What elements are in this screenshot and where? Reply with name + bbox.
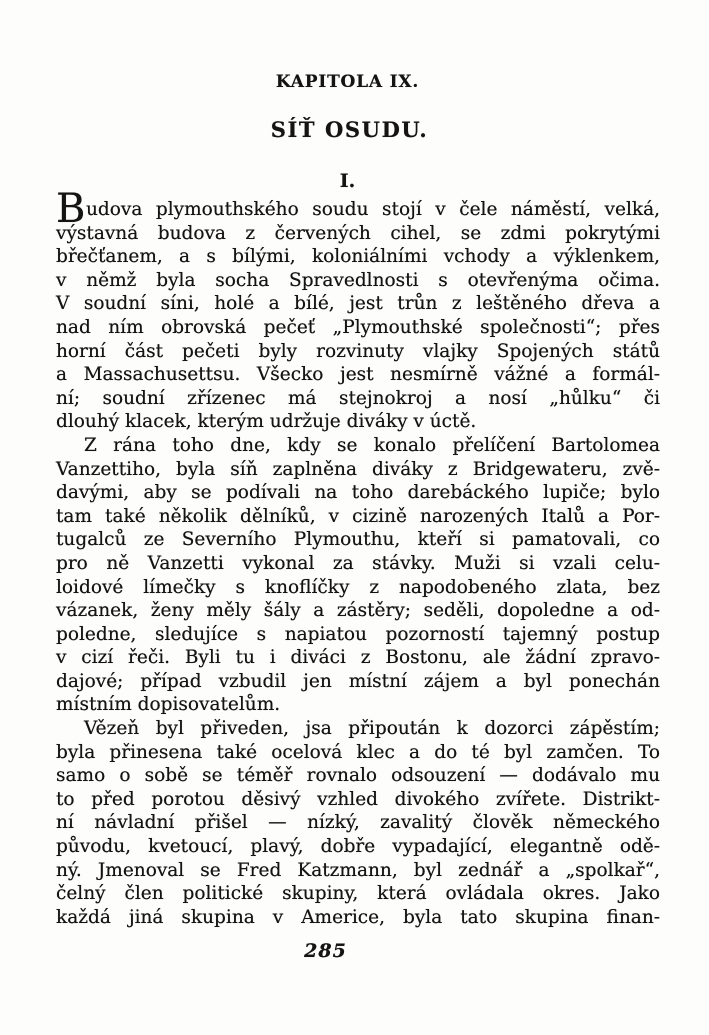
text-line: čelný člen politické skupiny, která ovládala okres. Jako <box>56 883 660 905</box>
text-line: v cizí řeči. Byli tu i diváci z Bostonu, ale žádní zpravo- <box>56 647 660 669</box>
text-line: Vězeň byl přiveden, jsa připoután k dozorci zápěstím; <box>84 718 660 740</box>
text-line: dajové; případ vzbudil jen místní zájem a byl ponechán <box>56 670 660 692</box>
text-line: ný. Jmenoval se Fred Katzmann, byl zednář a „spolkař“, <box>56 859 660 881</box>
text-line-content: udova plymouthského soudu stojí v čele náměstí, velká, <box>86 199 660 220</box>
page-number: 285 <box>304 940 347 962</box>
text-line: loidové límečky s knoflíčky z napodobeného zlata, bez <box>56 576 660 598</box>
chapter-heading: KAPITOLA IX. <box>275 72 420 92</box>
text-line: břečťanem, a s bílými, koloniálními vchody a výklenkem, <box>56 246 660 268</box>
text-line: vázanek, ženy měly šály a zástěry; seděli, dopoledne a od- <box>56 600 660 622</box>
chapter-title: SÍŤ OSUDU. <box>270 117 429 142</box>
paragraph <box>56 717 660 929</box>
text-line: horní část pečeti byly rozvinuty vlajky Spojených států <box>56 340 660 362</box>
text-line: byla přinesena také ocelová klec a do té byl zamčen. To <box>56 741 660 763</box>
text-line: poledne, sledujíce s napiatou pozorností tajemný postup <box>56 623 660 645</box>
text-line: tam také několik dělníků, v cizině narozených Italů a Por- <box>56 505 660 527</box>
text-line: Z rána toho dne, kdy se konalo přelíčení Bartolomea <box>84 434 660 456</box>
text-line: výstavná budova z červených cihel, se zdmi pokrytými <box>56 222 660 244</box>
text-line: ní návladní přišel — nízký, zavalitý člověk německého <box>56 812 660 834</box>
text-line: v němž byla socha Spravedlnosti s otevřenýma očima. <box>56 269 660 291</box>
paragraph <box>56 434 660 717</box>
body-text <box>56 186 660 929</box>
section-number: I. <box>339 170 356 192</box>
text-line: pro ně Vanzetti vykonal za stávky. Muži si vzali celu- <box>56 552 660 574</box>
text-line: každá jiná skupina v Americe, byla tato skupina finan- <box>56 906 660 928</box>
text-line: původu, kvetoucí, plavý, dobře vypadající, elegantně odě- <box>56 836 660 858</box>
text-line: V soudní síni, holé a bílé, jest trůn z leštěného dřeva a <box>56 293 660 315</box>
text-line: nad ním obrovská pečeť „Plymouthské společnosti“; přes <box>56 316 660 338</box>
text-line: to před porotou děsivý vzhled divokého zvířete. Distrikt- <box>56 788 660 810</box>
paragraph <box>56 186 660 434</box>
text-line: místním dopisovatelům. <box>56 694 281 716</box>
text-line: Vanzettiho, byla síň zaplněna diváky z Bridgewateru, zvě- <box>56 458 660 480</box>
text-line: davými, aby se podívali na toho darebáckého lupiče; bylo <box>56 482 660 504</box>
text-line: ní; soudní zřízenec má stejnokroj a nosí „hůlku“ či <box>56 387 660 409</box>
text-line: a Massachusettsu. Všecko jest nesmírně vážné a formál- <box>56 364 660 386</box>
drop-cap-initial: B <box>56 186 86 232</box>
text-line: samo o sobě se téměř rovnalo odsouzení — dodávalo mu <box>56 765 660 787</box>
text-line: tugalců ze Severního Plymouthu, kteří si pamatovali, co <box>56 529 660 551</box>
text-line: dlouhý klacek, kterým udržuje diváky v úctě. <box>56 411 477 433</box>
text-line <box>56 186 660 232</box>
